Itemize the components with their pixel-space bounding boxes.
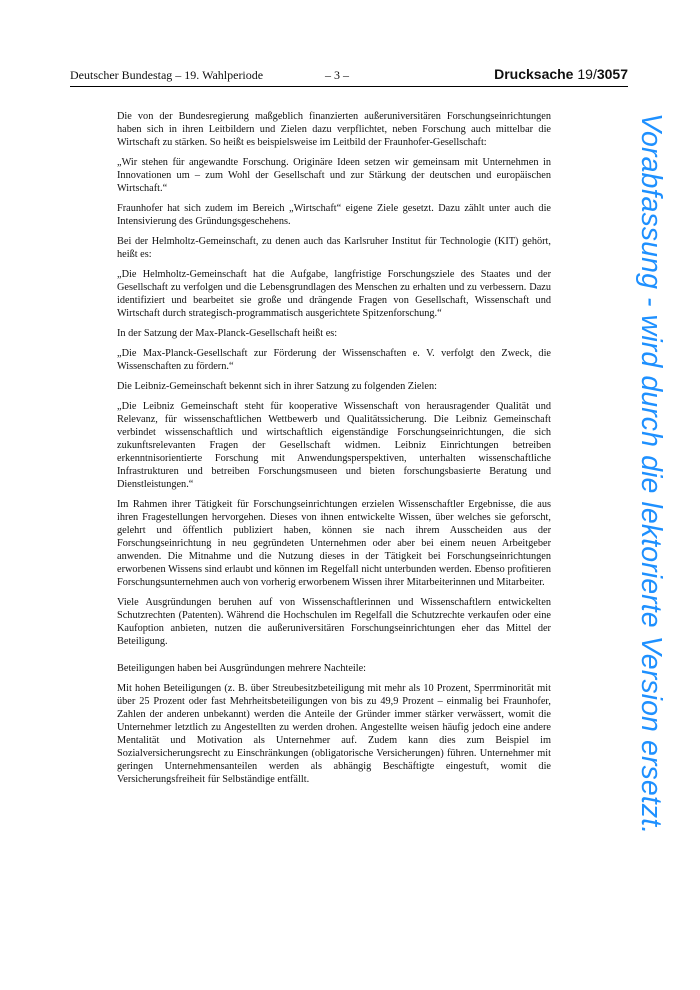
quote-paragraph: „Die Helmholtz-Gemeinschaft hat die Aufgabe, langfristige Forschungsziele des Staates und der Gesellschaft zu verfolgen und die Lebensgrundlagen des Menschen zu erhalten und zu verbessern. Dazu identifiziert und bearbeitet sie große und drängende Fragen von Gesellschaft, Wissenschaft und Wirtschaft durch strategisch-programmatisch ausgerichtete Spitzenforschung.“ [117,269,551,319]
paragraph: Mit hohen Beteiligungen (z. B. über Streubesitzbeteiligung mit mehr als 10 Prozent, Sperrminorität mit über 25 Prozent oder fast Mehrheitsbeteiligungen von bis zu 49,9 Prozent – einmalig bei Fraunhofer, Zahlen der anderen unbekannt) werden die Anteile der Gründer immer stärker verwässert, womit die Unternehmer letztlich zu Angestellten zu werden drohen. Angestellte weisen häufig jedoch eine andere Mentalität und Motivation als Unternehmer auf. Zudem kann dies zum Beispiel im Sozialversicherungsrecht zu Einschränkungen (obligatorische Versicherungen) führen. Unternehmer mit geringen Unternehmensanteilen werden als abhängig Beschäftigte eingestuft, womit die Versicherungsfreiheit für Selbständige entfällt. [117,683,551,785]
paragraph: Fraunhofer hat sich zudem im Bereich „Wirtschaft“ eigene Ziele gesetzt. Dazu zählt unter auch die Intensivierung des Gründungsgeschehens. [117,203,551,227]
paragraph: In der Satzung der Max-Planck-Gesellschaft heißt es: [117,328,338,339]
watermark-text: Vorabfassung - wird durch die lektorierte Version ersetzt. [635,113,667,835]
paragraph: Viele Ausgründungen beruhen auf von Wissenschaftlerinnen und Wissenschaftlern entwickelten Schutzrechten (Patenten). Während die Hochschulen im Regelfall die Schutzrechte verkaufen oder eine Kaufoption anbieten, nutzen die außeruniversitären Forschungseinrichtungen eher das Mittel der Beteiligung. [117,597,551,647]
document-label: Drucksache [494,66,574,82]
paragraph: Die Leibniz-Gemeinschaft bekennt sich in ihrer Satzung zu folgenden Zielen: [117,381,437,392]
document-number-value: 3057 [596,66,628,82]
document-number [494,66,628,82]
publication-title: Deutscher Bundestag – 19. Wahlperiode [70,68,264,82]
paragraph: Beteiligungen haben bei Ausgründungen mehrere Nachteile: [117,663,367,674]
quote-paragraph: „Wir stehen für angewandte Forschung. Originäre Ideen setzen wir gemeinsam mit Unternehmen in Innovationen um – zum Wohl der Gesellschaft und zur Stärkung der deutschen und europäischen Wirtschaft.“ [117,157,551,194]
page-number: – 3 – [325,68,349,82]
document-number-prefix: 19/ [573,66,597,82]
page-header [70,68,628,87]
quote-paragraph: „Die Leibniz Gemeinschaft steht für kooperative Wissenschaft von herausragender Qualität und Relevanz, für wissenschaftlichen Wettbewerb und Qualitätssicherung. Die Leibniz Gemeinschaft verbindet wissenschaftlich und wirtschaftlich eigenständige Forschungseinrichtungen, die sich zukunftsrelevanten Fragen der Gesellschaft widmen. Leibniz Einrichtungen betreiben erkenntnisorientierte Forschung mit Anwendungsperspektiven, unterhalten wissenschaftliche Infrastrukturen und betreiben Forschungsmuseen und bieten forschungsbasierte Beratung und Dienstleistungen.“ [117,401,551,490]
quote-paragraph: „Die Max-Planck-Gesellschaft zur Förderung der Wissenschaften e. V. verfolgt den Zweck, die Wissenschaften zu fördern.“ [117,348,551,372]
paragraph: Die von der Bundesregierung maßgeblich finanzierten außeruniversitären Forschungseinrichtungen haben sich in ihren Leitbildern und Zielen dazu verpflichtet, neben Forschung auch mittelbar die Wirtschaft zu stärken. So heißt es beispielsweise im Leitbild der Fraunhofer-Gesellschaft: [117,111,551,148]
paragraph: Im Rahmen ihrer Tätigkeit für Forschungseinrichtungen erzielen Wissenschaftler Ergebnisse, die aus ihren Fragestellungen hervorgehen. Dieses von ihnen entwickelte Wissen, über welches sie geforscht, gelehrt und öffentlich publiziert haben, können sie nach ihrem Ausscheiden aus der Forschungseinrichtung in neu gegründeten Unternehmen oder aber bei einem neuen Arbeitgeber anwenden. Die Mitnahme und die Nutzung dieses in der Tätigkeit bei Forschungseinrichtungen erworbenen Wissens sind erlaubt und können im Regelfall nicht unterbunden werden. Ebenso profitieren Forschungsunternehmen auch von vorherig erworbenem Wissen ihrer Mitarbeiterinnen und Mitarbeiter. [117,499,551,588]
paragraph: Bei der Helmholtz-Gemeinschaft, zu denen auch das Karlsruher Institut für Technologie (KIT) gehört, heißt es: [117,236,551,260]
document-body [117,110,551,793]
draft-watermark [633,113,669,908]
